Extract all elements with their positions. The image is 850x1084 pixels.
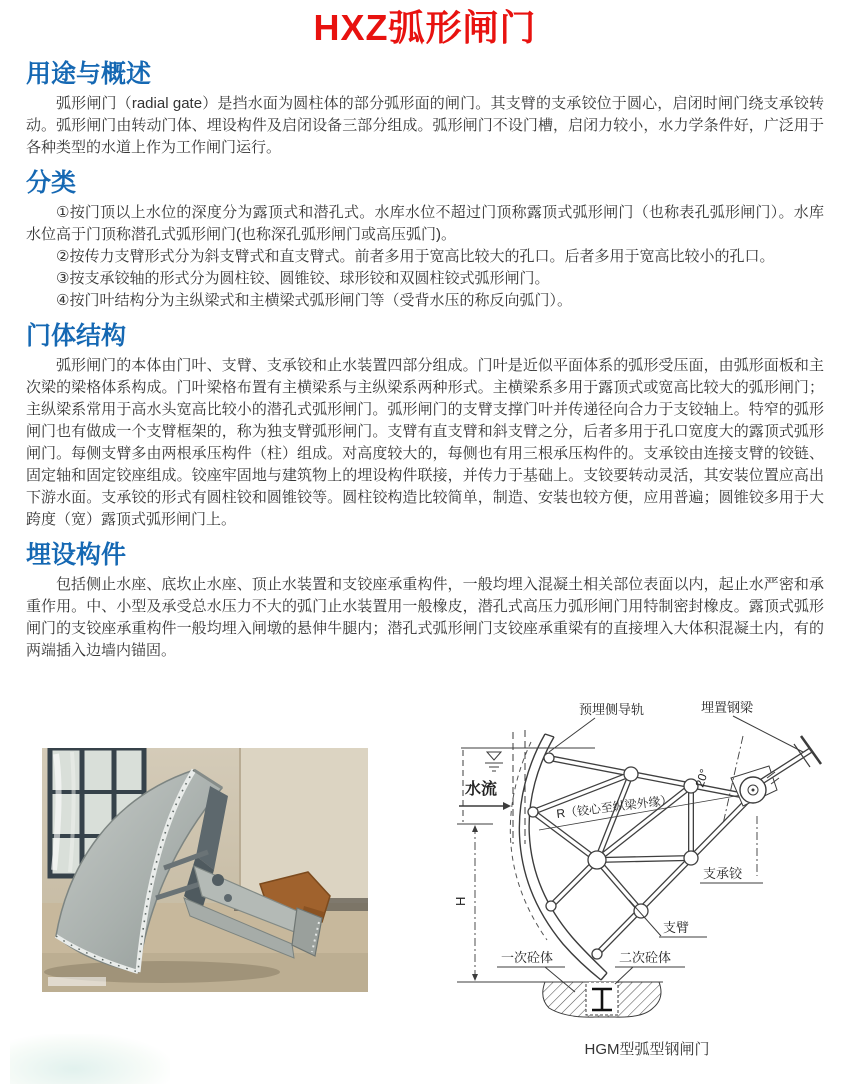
classification-item-4: ④按门叶结构分为主纵梁式和主横梁式弧形闸门等（受背水压的称反向弧门）。 — [56, 292, 572, 309]
section-heading-embedded: 埋设构件 — [26, 541, 127, 569]
concrete-foundation — [457, 982, 663, 1017]
classification-item-2: ②按传力支臂形式分为斜支臂式和直支臂式。前者多用于宽高比较大的孔口。后者多用于宽高比较小的孔口。 — [56, 248, 775, 265]
classification-item-3: ③按支承铰轴的形式分为圆柱铰、圆锥铰、球形铰和双圆柱铰式弧形闸门。 — [56, 270, 550, 287]
paragraph-structure: 弧形闸门的本体由门叶、支臂、支承铰和止水装置四部分组成。门叶是近似平面体系的弧形受压面，由弧形面板和主次梁的梁格体系构成。门叶梁格布置有主横梁系与主纵梁系两种形式。主横梁系多用于露顶式或宽高比较大的弧形闸门；主纵梁系常用于高水头宽高比较小的潜孔式弧形闸门。弧形闸门的支臂支撑门叶并传递径向合力于支铰轴上。特窄的弧形闸门也有做成一个支臂框架的，称为独支臂弧形闸门。支臂有直支臂和斜支臂之分，后者多用于孔口宽度大的露顶式弧形闸门。每侧支臂多由两根承压构件（柱）组成。对高度较大的，每侧也有用三根承压构件的。支承铰由连接支臂的铰链、固定轴和固定铰座组成。铰座牢固地与建筑物上的埋设构件联接，并传力于基础上。支铰要转动灵活，其安装位置应高出下游水面。支承铰的形式有圆柱铰和圆锥铰等。圆柱铰构造比较简单，制造、安装也较方便，应用普遍；圆锥铰多用于大跨度（宽）露顶式弧形闸门上。 — [26, 357, 824, 528]
label-arm: 支臂 — [663, 920, 690, 935]
label-angle: 20° — [692, 767, 712, 789]
label-water-flow: 水流 — [465, 781, 498, 798]
section-heading-classification: 分类 — [26, 169, 77, 197]
label-primary-concrete: 一次砼体 — [501, 950, 554, 965]
label-secondary-concrete: 二次砼体 — [619, 950, 672, 965]
paragraph-usage: 弧形闸门（radial gate）是挡水面为圆柱体的部分弧形面的闸门。其支臂的支承铰位于圆心，启闭时闸门绕支承铰转动。弧形闸门由转动门体、埋设构件及启闭设备三部分组成。弧形闸门不设门槽，启闭力较小，水力学条件好，广泛用于各种类型的水道上作为工作闸门运行。 — [26, 95, 824, 156]
document-page — [0, 6, 850, 1072]
section-heading-structure: 门体结构 — [26, 322, 127, 350]
diagram-caption: HGM型弧型钢闸门 — [584, 1041, 710, 1058]
gate-diagram — [445, 694, 849, 1018]
classification-item-1: ①按门顶以上水位的深度分为露顶式和潜孔式。水库水位不超过门顶称露顶式弧形闸门（也称表孔弧形闸门）。水库水位高于门顶称潜孔式弧形闸门(也称深孔弧形闸门或高压弧门)。 — [26, 204, 824, 243]
section-embedded-parts — [0, 541, 850, 662]
paragraph-embedded: 包括侧止水座、底坎止水座、顶止水装置和支铰座承重构件，一般均埋入混凝土相关部位表面以内，起止水严密和承重作用。中、小型及承受总水压力不大的弧门止水装置用一般橡皮，潜孔式高压力弧形闸门用特制密封橡皮。露顶式弧形闸门的支铰座承重构件一般均埋入闸墩的悬伸牛腿内；潜孔式弧形闸门支铰座承重梁有的直接埋入大体积混凝土内，有的两端插入边墙内锚固。 — [26, 576, 824, 659]
flow-arrow-icon — [459, 802, 511, 810]
section-heading-usage: 用途与概述 — [26, 60, 152, 88]
label-guide-rail: 预埋侧导轨 — [579, 702, 645, 717]
corner-watermark — [10, 1034, 170, 1084]
section-gate-structure — [0, 322, 850, 531]
support-hinge — [731, 736, 821, 806]
truss-members — [528, 753, 751, 959]
label-support-hinge: 支承铰 — [703, 866, 743, 881]
label-radius: R（铰心至纵梁外缘） — [555, 792, 674, 821]
gate-photo — [42, 748, 368, 992]
label-height: H — [453, 896, 468, 906]
section-classification — [0, 169, 850, 312]
photo-watermark — [48, 977, 106, 986]
page-title: HXZ弧形闸门 — [313, 7, 537, 48]
label-embedded-beam: 埋置钢梁 — [701, 700, 754, 715]
water-level-icon — [485, 752, 503, 771]
height-dimension — [453, 824, 493, 982]
section-usage-overview — [0, 60, 850, 159]
